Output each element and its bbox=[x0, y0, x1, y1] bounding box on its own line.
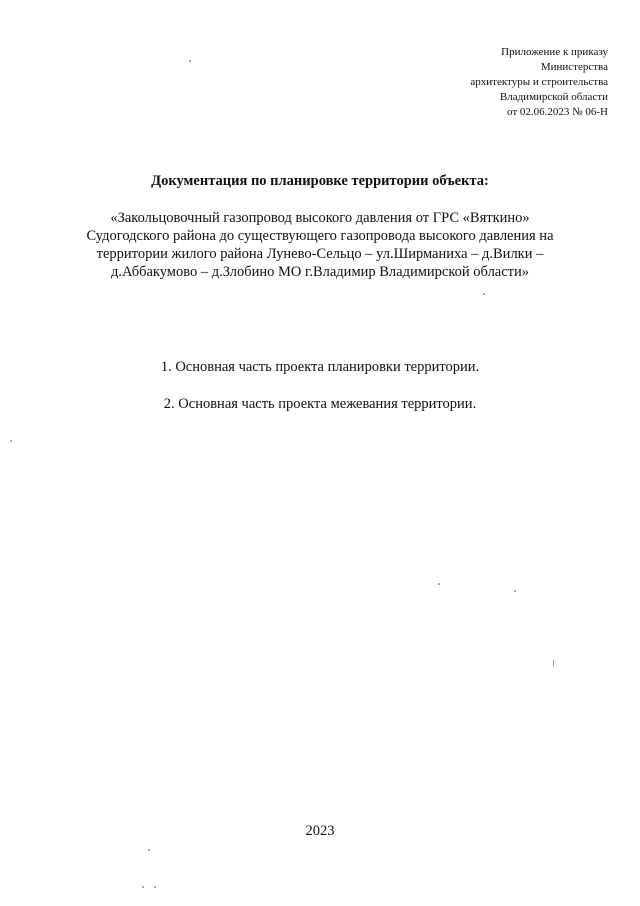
scan-speck bbox=[142, 886, 144, 888]
object-name-line: «Закольцовочный газопровод высокого давления от ГРС «Вяткино» bbox=[110, 210, 530, 226]
approval-line: архитектуры и строительства bbox=[470, 76, 608, 88]
approval-line: Министерства bbox=[540, 61, 608, 73]
object-name bbox=[60, 209, 580, 281]
scan-speck bbox=[189, 60, 191, 62]
approval-line: Приложение к приказу bbox=[501, 46, 608, 58]
object-name-line: д.Аббакумово – д.Злобино МО г.Владимир Владимирской области» bbox=[110, 264, 530, 280]
contents-list bbox=[0, 358, 640, 432]
scan-speck bbox=[483, 293, 485, 295]
approval-line: Владимирской области bbox=[499, 91, 608, 103]
scan-speck bbox=[154, 886, 156, 888]
object-name-line: Судогодского района до существующего газопровода высокого давления на bbox=[86, 228, 554, 244]
approval-note bbox=[470, 45, 608, 120]
scan-speck bbox=[10, 440, 12, 442]
document-year: 2023 bbox=[305, 823, 335, 839]
approval-order-date-number: от 02.06.2023 № 06-Н bbox=[506, 106, 608, 118]
contents-item-planning: 1. Основная часть проекта планировки территории. bbox=[160, 359, 480, 375]
scan-speck bbox=[553, 660, 554, 666]
scan-speck bbox=[438, 583, 440, 585]
scan-speck bbox=[148, 849, 150, 851]
object-name-line: территории жилого района Лунево-Сельцо – ул.Ширманиха – д.Вилки – bbox=[96, 246, 544, 262]
contents-item-surveying: 2. Основная часть проекта межевания территории. bbox=[163, 396, 477, 412]
document-title: Документация по планировке территории объекта: bbox=[151, 173, 489, 189]
scan-speck bbox=[514, 590, 516, 592]
